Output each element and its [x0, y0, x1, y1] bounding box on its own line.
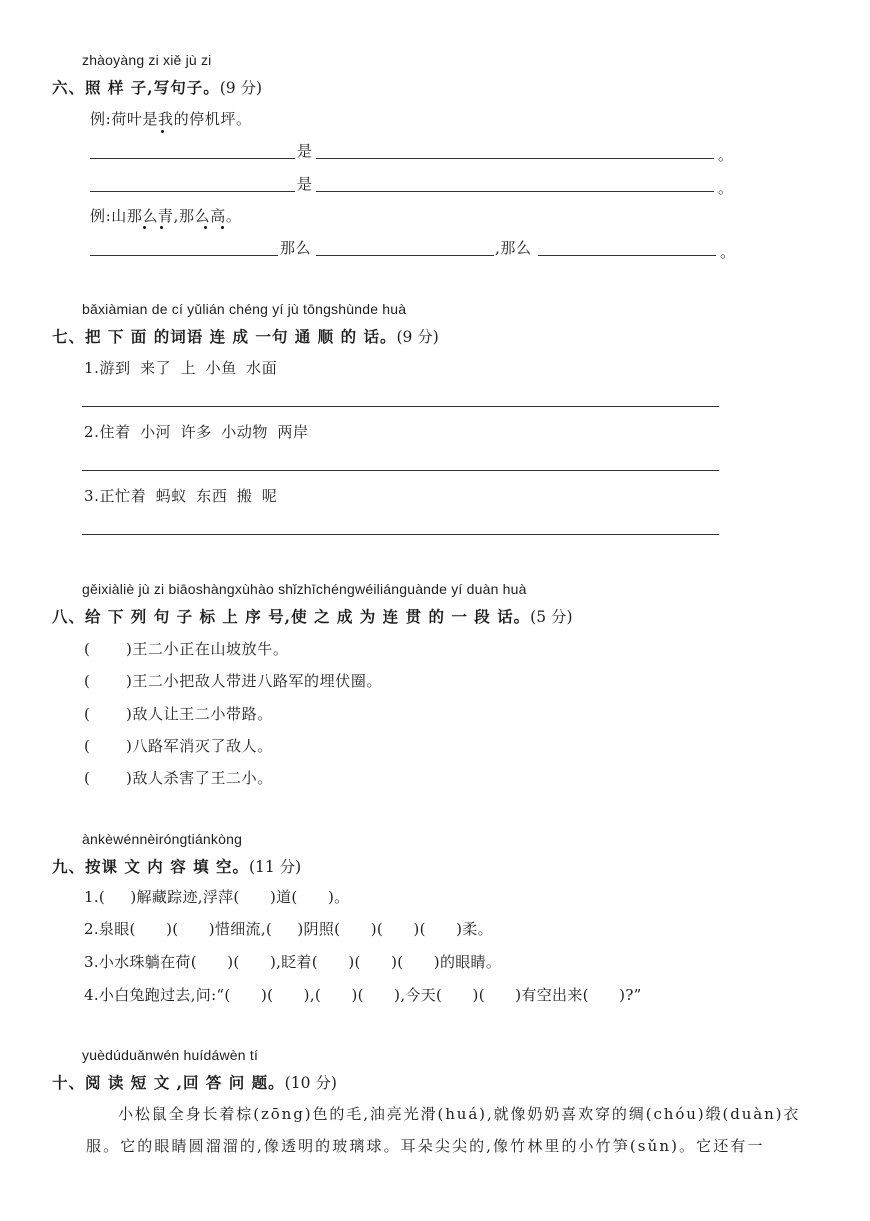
- section-8-pinyin: gěixiàliè jù zi biāoshàngxùhào shǐzhīchéngwéiliánguànde yí duàn huà: [82, 581, 527, 597]
- section-9-heading: [52, 855, 301, 877]
- section-10-pinyin: yuèdúduǎnwén huídáwèn tí: [82, 1047, 259, 1063]
- fill-blank-line[interactable]: 4.小白兔跑过去,问:“( )( ),( )( ),今天( )( )有空出来( )?”: [84, 986, 642, 1004]
- section-10-score: (10 分): [284, 1074, 337, 1092]
- section-10-title: 十、阅 读 短 文 ,回 答 问 题。: [52, 1073, 285, 1092]
- order-item[interactable]: ( )敌人让王二小带路。: [84, 705, 273, 723]
- emphasis-dot: [160, 226, 163, 229]
- reading-paragraph-line-1: 小松鼠全身长着棕(zōng)色的毛,油亮光滑(huá),就像奶奶喜欢穿的绸(chóu)缎(duàn)衣: [118, 1105, 801, 1123]
- section-9-score: (11 分): [248, 858, 302, 876]
- section-7-score: (9 分): [396, 328, 439, 346]
- reading-paragraph-line-2: 服。它的眼睛圆溜溜的,像透明的玻璃球。耳朵尖尖的,像竹林里的小竹笋(sǔn)。它还有一: [86, 1137, 765, 1155]
- order-item[interactable]: ( )敌人杀害了王二小。: [84, 769, 273, 787]
- section-7-item-3: 3.正忙着 蚂蚁 东西 搬 呢: [84, 487, 278, 505]
- section-8-heading: [52, 605, 573, 627]
- emphasis-dot: [204, 226, 207, 229]
- section-6-answer-line-3[interactable]: [90, 237, 740, 261]
- answer-line[interactable]: [82, 406, 719, 407]
- shi-label: 是: [297, 175, 313, 193]
- order-item[interactable]: ( )王二小把敌人带进八路军的埋伏圈。: [84, 672, 383, 690]
- period: 。: [720, 243, 736, 261]
- order-item[interactable]: ( )八路军消灭了敌人。: [84, 737, 273, 755]
- shi-label: 是: [297, 142, 313, 160]
- section-6-answer-line-1[interactable]: [90, 140, 734, 164]
- answer-line[interactable]: [82, 470, 719, 471]
- fill-blank-line[interactable]: 1.( )解藏踪迹,浮萍( )道( )。: [84, 888, 350, 906]
- emphasis-dot: [143, 226, 146, 229]
- section-8-title: 八、给 下 列 句 子 标 上 序 号,使 之 成 为 连 贯 的 一 段 话。: [52, 607, 531, 626]
- section-8-score: (5 分): [530, 608, 573, 626]
- order-item[interactable]: ( )王二小正在山坡放牛。: [84, 640, 289, 658]
- fill-blank-line[interactable]: 3.小水珠躺在荷( )( ),眨着( )( )( )的眼睛。: [84, 953, 502, 971]
- period: 。: [718, 179, 734, 197]
- section-6-example-1: 例:荷叶是我的停机坪。: [90, 110, 252, 128]
- fill-blank-line[interactable]: 2.泉眼( )( )惜细流,( )阴照( )( )( )柔。: [84, 920, 493, 938]
- section-9-title: 九、按课 文 内 容 填 空。: [52, 857, 249, 876]
- period: 。: [718, 146, 734, 164]
- section-7-item-1: 1.游到 来了 上 小鱼 水面: [84, 359, 278, 377]
- name-me-label: 那么: [280, 239, 312, 257]
- section-7-title: 七、把 下 面 的词语 连 成 一句 通 顺 的 话。: [52, 327, 397, 346]
- section-7-pinyin: bǎxiàmian de cí yǔlián chéng yí jù tōngshùnde huà: [82, 301, 407, 317]
- section-7-heading: [52, 325, 439, 347]
- emphasis-dot: [221, 226, 224, 229]
- answer-line[interactable]: [82, 534, 719, 535]
- section-6-pinyin: zhàoyàng zi xiě jù zi: [82, 52, 212, 68]
- section-9-pinyin: ànkèwénnèiróngtiánkòng: [82, 831, 243, 847]
- comma-name-me-label: ,那么: [495, 239, 532, 257]
- section-6-example-2: 例:山那么青,那么高。: [90, 207, 242, 225]
- emphasis-dot: [161, 130, 164, 133]
- section-6-heading: [52, 76, 262, 98]
- section-10-heading: [52, 1071, 337, 1093]
- section-7-item-2: 2.住着 小河 许多 小动物 两岸: [84, 423, 309, 441]
- section-6-score: (9 分): [219, 79, 263, 97]
- section-6-answer-line-2[interactable]: [90, 173, 734, 197]
- section-6-title: 六、照 样 子,写句子。: [52, 78, 220, 97]
